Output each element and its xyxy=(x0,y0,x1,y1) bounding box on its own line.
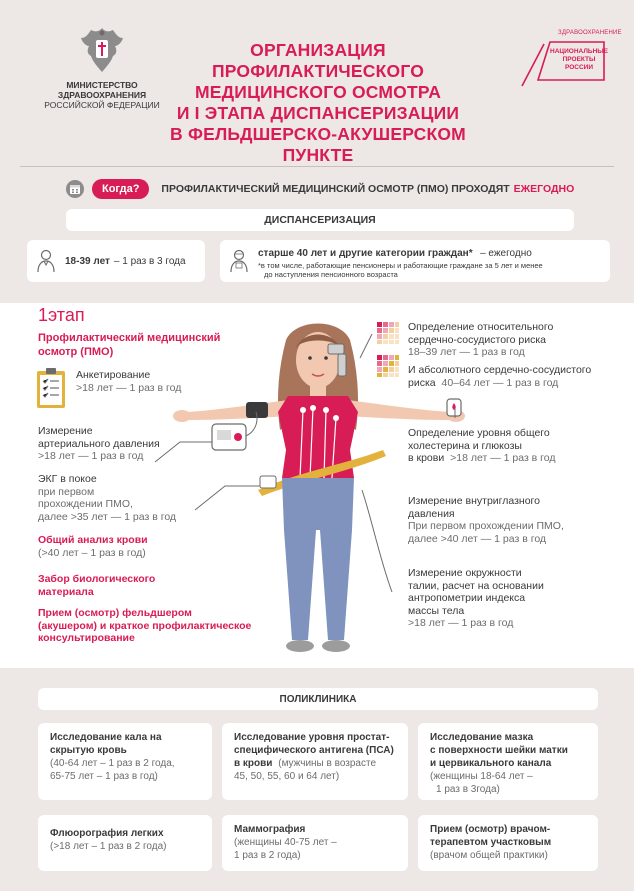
card-therapist xyxy=(418,815,598,871)
glucometer-icon xyxy=(446,397,462,417)
elderly-person-icon xyxy=(228,249,250,273)
smear-title-3: и цервикального канала xyxy=(430,758,552,769)
risk-rel-detail: 18–39 лет — 1 раз в год xyxy=(408,346,525,358)
psa-detail-1: (мужчины в возрасте xyxy=(278,758,377,769)
ministry-line-3: РОССИЙСКОЙ ФЕДЕРАЦИИ xyxy=(44,100,160,110)
ekg-detail-1: при первом xyxy=(38,485,95,498)
stage-sub-line-2: осмотр (ПМО) xyxy=(38,346,114,358)
eye-title-1: Измерение внутриглазного xyxy=(408,495,540,507)
stool-title-1: Исследование кала на xyxy=(50,732,162,743)
waist-title-4: массы тела xyxy=(408,604,465,617)
card-fluoro xyxy=(38,815,212,871)
fluoro-detail: (>18 лет – 1 раз в 2 года) xyxy=(50,841,167,852)
chol-detail: >18 лет — 1 раз в год xyxy=(450,452,556,464)
dispanserization-label: ДИСПАНСЕРИЗАЦИЯ xyxy=(66,209,574,231)
calendar-icon xyxy=(66,180,84,198)
fluoro-title: Флюорография легких xyxy=(50,828,164,839)
age-right-strong: старше 40 лет и другие категории граждан* xyxy=(258,248,473,259)
page-title xyxy=(168,40,468,166)
ministry-line-2: ЗДРАВООХРАНЕНИЯ xyxy=(57,90,147,100)
item-waist xyxy=(408,567,544,630)
item-risk-relative xyxy=(408,321,553,359)
reception-line-3: консультирование xyxy=(38,632,135,644)
eye-title-2: давления xyxy=(408,507,455,520)
when-text: ПРОФИЛАКТИЧЕСКИЙ МЕДИЦИНСКИЙ ОСМОТР (ПМО) ПРОХОДЯТ xyxy=(161,183,510,195)
age-right-text xyxy=(258,243,543,279)
pressure-detail: >18 лет — 1 раз в год xyxy=(38,450,144,462)
chol-title-2: холестерина и глюкозы xyxy=(408,439,522,452)
therapist-detail: (врачом общей практики) xyxy=(430,850,548,861)
np-top-text: ЗДРАВООХРАНЕНИЕ xyxy=(558,30,622,36)
bio-line-2: материала xyxy=(38,585,94,598)
eye-detail-1: При первом прохождении ПМО, xyxy=(408,520,564,532)
stage-sub-line-1: Профилактический медицинский xyxy=(38,332,221,344)
item-pressure xyxy=(38,425,160,463)
smear-title-2: с поверхности шейки матки xyxy=(430,745,568,756)
ministry-line-1: МИНИСТЕРСТВО xyxy=(66,80,138,90)
therapist-title-2: терапевтом участковым xyxy=(430,837,552,848)
mammo-detail-1: (женщины 40-75 лет – xyxy=(234,837,337,848)
item-bio xyxy=(38,573,155,598)
psa-detail-2: 45, 50, 55, 60 и 64 лет) xyxy=(234,771,340,782)
waist-title-2: талии, расчет на основании xyxy=(408,579,544,592)
card-smear xyxy=(418,723,598,800)
pressure-title-1: Измерение xyxy=(38,425,93,437)
waist-title-3: антропометрии индекса xyxy=(408,592,526,604)
item-reception xyxy=(38,607,251,645)
title-line-3: МЕДИЦИНСКОГО ОСМОТРА xyxy=(194,82,442,102)
age-box-40-plus xyxy=(220,240,610,282)
risk-grid-icon xyxy=(377,322,399,344)
np-line-1: НАЦИОНАЛЬНЫЕ xyxy=(550,48,608,55)
item-risk-absolute xyxy=(408,364,591,389)
blood-detail: (>40 лет – 1 раз в год) xyxy=(38,546,146,559)
risk-rel-title-1: Определение относительного xyxy=(408,321,554,333)
mammo-detail-2: 1 раз в 2 года) xyxy=(234,850,301,861)
title-line-5: В ФЕЛЬДШЕРСКО-АКУШЕРСКОМ ПУНКТЕ xyxy=(170,124,466,165)
np-line-3: РОССИИ xyxy=(564,64,593,71)
waist-title-1: Измерение окружности xyxy=(408,567,522,579)
stool-title-2: скрытую кровь xyxy=(50,745,127,756)
smear-detail-2: 1 раз в 3года) xyxy=(436,784,500,795)
person-icon xyxy=(35,249,57,273)
np-text xyxy=(550,48,608,72)
smear-title-1: Исследование мазка xyxy=(430,732,534,743)
stage-title: 1этап xyxy=(38,305,85,325)
ekg-detail-2: прохождении ПМО, xyxy=(38,498,133,510)
psa-title-2: специфического антигена (ПСА) xyxy=(234,745,394,756)
waist-detail: >18 лет — 1 раз в год xyxy=(408,617,514,629)
item-eye-pressure xyxy=(408,495,564,545)
np-line-2: ПРОЕКТЫ xyxy=(562,56,596,63)
pressure-title-2: артериального давления xyxy=(38,437,160,450)
age-left-strong: 18-39 лет xyxy=(65,255,110,267)
header-divider xyxy=(20,166,614,167)
risk-abs-title-1: И абсолютного сердечно-сосудистого xyxy=(408,364,592,376)
national-projects-logo xyxy=(520,30,622,90)
chol-title-3: в крови xyxy=(408,452,445,464)
item-cholesterol xyxy=(408,427,556,465)
chol-title-1: Определение уровня общего xyxy=(408,427,550,439)
tonometer-icon xyxy=(328,344,344,354)
title-line-4: И I ЭТАПА ДИСПАНСЕРИЗАЦИИ xyxy=(176,103,460,123)
stool-detail-1: (40-64 лет – 1 раз в 2 года, xyxy=(50,758,175,769)
eye-detail-2: далее >40 лет — 1 раз в год xyxy=(408,532,547,545)
anketa-title: Анкетирование xyxy=(76,369,151,381)
when-accent: ЕЖЕГОДНО xyxy=(513,183,575,195)
risk-abs-detail: 40–64 лет — 1 раз в год xyxy=(441,376,559,389)
therapist-title-1: Прием (осмотр) врачом- xyxy=(430,824,551,835)
card-mammo xyxy=(222,815,408,871)
age-note-line-1: *в том числе, работающие пенсионеры и работающие граждане за 5 лет и менее xyxy=(258,261,543,270)
title-line-1: ОРГАНИЗАЦИЯ xyxy=(250,40,386,60)
blood-title: Общий анализ крови xyxy=(38,534,148,546)
clipboard-icon xyxy=(36,367,66,409)
age-right-norm: – ежегодно xyxy=(480,248,532,259)
polyclinic-label: ПОЛИКЛИНИКА xyxy=(38,688,598,710)
title-line-2: ПРОФИЛАКТИЧЕСКОГО xyxy=(211,61,425,81)
risk-grid-icon-2 xyxy=(377,355,399,377)
anketa-detail: >18 лет — 1 раз в год xyxy=(76,381,182,394)
age-left-norm: – 1 раз в 3 года xyxy=(113,255,186,267)
mammo-title: Маммография xyxy=(234,824,306,835)
card-stool xyxy=(38,723,212,800)
item-anketa xyxy=(76,369,181,394)
card-psa xyxy=(222,723,408,800)
age-note-line-2: до наступления пенсионного возраста xyxy=(264,270,398,279)
item-blood xyxy=(38,534,148,559)
psa-title-1: Исследование уровня простат- xyxy=(234,732,390,743)
when-badge: Когда? xyxy=(92,179,149,199)
ekg-detail-3: далее >35 лет — 1 раз в год xyxy=(38,510,177,523)
when-row xyxy=(66,178,574,200)
stool-detail-2: 65-75 лет – 1 раз в год) xyxy=(50,771,158,782)
psa-title-3: в крови xyxy=(234,758,273,769)
ekg-title: ЭКГ в покое xyxy=(38,473,97,485)
ecg-device-icon xyxy=(260,476,276,488)
ministry-emblem-icon xyxy=(77,24,127,76)
item-ekg xyxy=(38,473,176,523)
risk-abs-title-2: риска xyxy=(408,376,436,389)
bio-line-1: Забор биологического xyxy=(38,573,156,585)
risk-rel-title-2: сердечно-сосудистого риска xyxy=(408,333,547,346)
reception-line-1: Прием (осмотр) фельдшером xyxy=(38,607,192,619)
smear-detail-1: (женщины 18-64 лет – xyxy=(430,771,533,782)
reception-line-2: (акушером) и краткое профилактическое xyxy=(38,619,252,632)
age-box-18-39 xyxy=(27,240,205,282)
ministry-logo xyxy=(42,24,162,110)
